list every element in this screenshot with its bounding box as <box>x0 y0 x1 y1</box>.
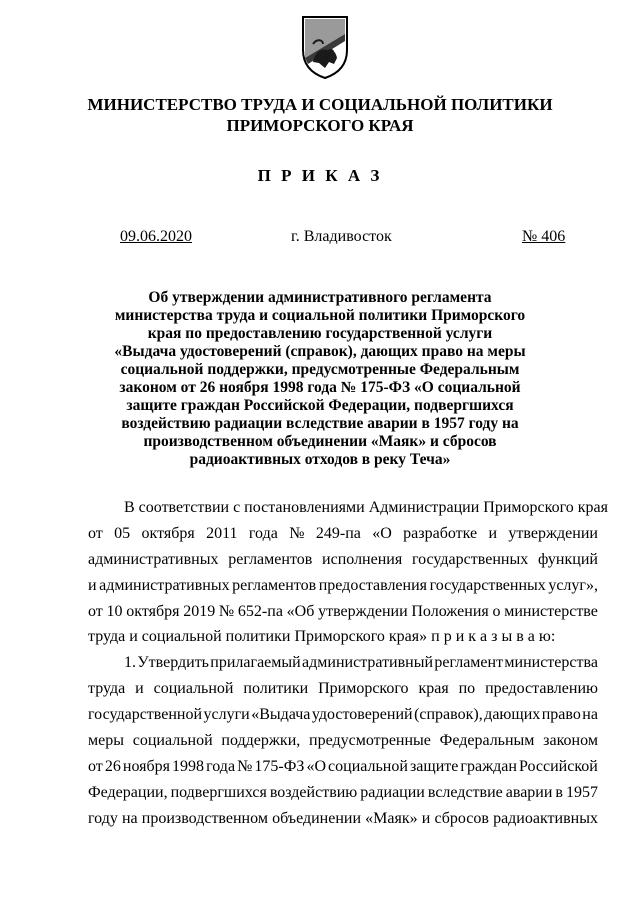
body-word: «О <box>372 524 392 542</box>
body-word: удостоверений <box>311 706 413 724</box>
body-word: «Выдача <box>251 706 311 724</box>
body-word: на <box>121 809 138 827</box>
ministry-line-1: МИНИСТЕРСТВО ТРУДА И СОЦИАЛЬНОЙ ПОЛИТИКИ <box>87 95 553 114</box>
body-word: 2011 <box>206 524 238 542</box>
title-line: законом от 26 ноября 1998 года № 175-ФЗ «О социальной <box>119 379 521 396</box>
body-word: года <box>206 757 236 775</box>
body-word: 10 <box>106 602 123 620</box>
body-word: 1957 <box>565 783 598 801</box>
title-line: воздействию радиации вследствие аварии в 1957 году на <box>121 415 519 432</box>
order-body <box>88 495 608 832</box>
body-word: № <box>218 602 235 620</box>
body-word: административных <box>99 576 230 594</box>
body-word: административных <box>88 550 219 568</box>
body-word: и <box>488 524 498 542</box>
title-line: Об утверждении административного регламента <box>148 289 492 306</box>
body-line <box>88 676 598 702</box>
ministry-line-2: ПРИМОРСКОГО КРАЯ <box>226 116 414 135</box>
body-word: социальной <box>153 680 234 698</box>
body-word: политики <box>243 680 309 698</box>
body-word: Утвердить <box>137 654 209 672</box>
body-word: воздействию <box>269 783 358 801</box>
body-word: регламентов <box>232 576 317 594</box>
body-word: законом <box>543 732 598 750</box>
body-word: году <box>88 809 118 827</box>
body-word: от <box>88 602 103 620</box>
body-word: 1998 <box>172 757 205 775</box>
body-word: № <box>237 757 253 775</box>
body-word: исполнения <box>322 550 403 568</box>
body-word: Приморского <box>318 680 409 698</box>
body-line <box>88 573 598 599</box>
body-word: на <box>582 706 598 724</box>
body-word: дающих <box>484 706 541 724</box>
body-word: «Об <box>286 602 315 620</box>
body-word: октября <box>141 524 195 542</box>
body-word: 26 <box>104 757 121 775</box>
body-word: от <box>88 757 103 775</box>
body-word: утверждении <box>318 602 408 620</box>
body-word: граждан <box>460 757 517 775</box>
body-line <box>88 599 598 625</box>
body-word: защите <box>409 757 459 775</box>
coat-of-arms-emblem <box>299 14 351 80</box>
body-word: функций <box>537 550 598 568</box>
body-word: радиации <box>360 783 425 801</box>
body-word: министерства <box>504 654 598 672</box>
body-word: и <box>421 809 431 827</box>
body-line <box>88 547 598 573</box>
body-word: Положения <box>411 602 489 620</box>
body-word: министерстве <box>504 602 598 620</box>
body-word: производственном <box>141 809 268 827</box>
body-line <box>88 806 598 832</box>
body-word: аварии <box>505 783 553 801</box>
body-word: регламент <box>434 654 504 672</box>
body-word: государственной <box>88 706 203 724</box>
body-line <box>88 780 598 806</box>
body-word: октября <box>126 602 180 620</box>
body-word: регламентов <box>228 550 313 568</box>
body-word: разработке <box>403 524 478 542</box>
body-word: о <box>492 602 501 620</box>
body-line <box>88 702 598 728</box>
order-number: № 406 <box>522 228 566 245</box>
body-line <box>88 754 598 780</box>
ministry-name <box>0 94 640 136</box>
order-title <box>100 289 540 469</box>
body-word: 1. <box>124 654 136 672</box>
body-word: и <box>135 680 144 698</box>
body-word: ноября <box>122 757 170 775</box>
body-word: «О <box>306 757 326 775</box>
body-word: административный <box>302 654 434 672</box>
body-word: 249-па <box>315 524 361 542</box>
body-word: государственных <box>429 576 546 594</box>
order-date: 09.06.2020 <box>120 228 192 245</box>
body-word: «Маяк» <box>365 809 418 827</box>
body-word: предоставлению <box>485 680 598 698</box>
body-word: в <box>555 783 563 801</box>
title-line: социальной поддержки, предусмотренные Федеральным <box>120 361 520 378</box>
body-line: труда и социальной политики Приморского края» п р и к а з ы в а ю: <box>88 628 556 646</box>
title-line: производственном объединении «Маяк» и сбросов <box>143 433 497 450</box>
body-word: и <box>88 576 97 594</box>
body-word: предусмотренные <box>309 732 431 750</box>
body-word: сбросов <box>434 809 489 827</box>
body-word: прилагаемый <box>210 654 301 672</box>
body-word: объединении <box>272 809 362 827</box>
body-word: социальной <box>132 732 213 750</box>
body-word: 2019 <box>183 602 216 620</box>
title-line: края по предоставлению государственной услуги <box>147 325 493 342</box>
body-word: № <box>289 524 305 542</box>
body-word: 175-ФЗ <box>254 757 305 775</box>
body-word: 05 <box>114 524 131 542</box>
body-line: В соответствии с постановлениями Администрации Приморского края <box>124 499 608 516</box>
title-line: защите граждан Российской Федерации, подвергшихся <box>126 397 514 414</box>
body-word: предоставления <box>318 576 428 594</box>
body-word: право <box>541 706 581 724</box>
body-line <box>88 728 598 754</box>
body-word: года <box>248 524 278 542</box>
body-word: труда <box>88 680 126 698</box>
document-type: П Р И К А З <box>257 166 383 185</box>
body-word: Российской <box>519 757 598 775</box>
body-word: (справок), <box>414 706 483 724</box>
title-line: «Выдача удостоверений (справок), дающих право на меры <box>114 343 526 360</box>
title-line: радиоактивных отходов в реку Теча» <box>189 451 451 468</box>
body-word: по <box>458 680 476 698</box>
body-word: вследствие <box>427 783 503 801</box>
body-word: государственных <box>411 550 529 568</box>
body-word: услуги <box>203 706 250 724</box>
body-word: Федеральным <box>439 732 535 750</box>
body-word: поддержки, <box>221 732 301 750</box>
body-word: края <box>418 680 449 698</box>
body-line <box>88 650 598 676</box>
body-word: от <box>88 524 103 542</box>
body-word: радиоактивных <box>493 809 598 827</box>
body-word: социальной <box>328 757 408 775</box>
order-city: г. Владивосток <box>291 228 392 245</box>
body-word: услуг», <box>548 576 598 594</box>
title-line: министерства труда и социальной политики Приморского <box>114 307 526 324</box>
body-word: 652-па <box>237 602 283 620</box>
body-line <box>88 521 598 547</box>
body-word: меры <box>88 732 124 750</box>
body-word: утверждении <box>508 524 598 542</box>
body-word: подвергшихся <box>170 783 267 801</box>
body-word: Федерации, <box>88 783 168 801</box>
